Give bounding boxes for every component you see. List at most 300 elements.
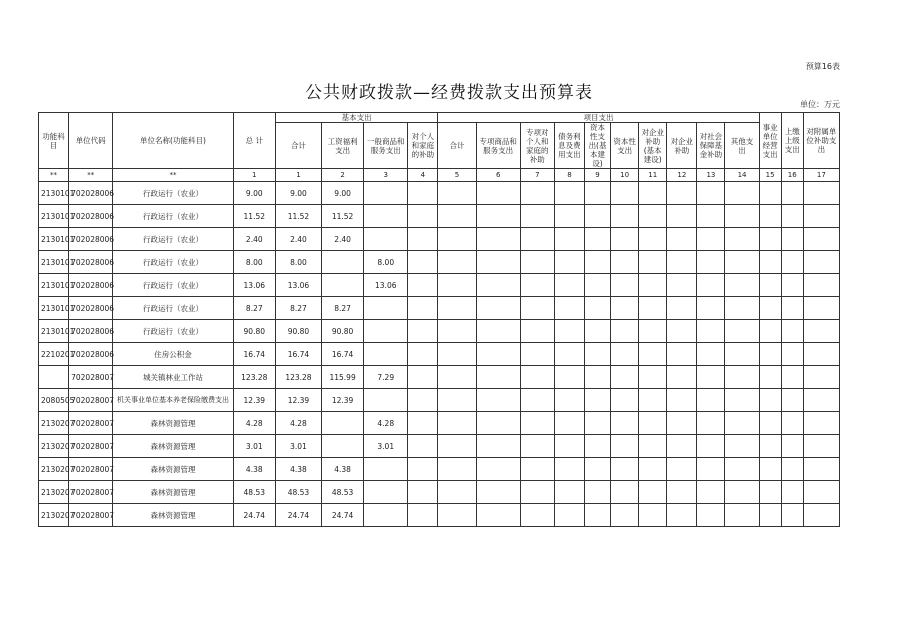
empty-cell [781,182,803,205]
empty-cell [781,274,803,297]
empty-cell [611,251,639,274]
empty-cell [476,481,520,504]
salary-cell [322,412,364,435]
empty-cell [725,504,759,527]
empty-cell [584,481,610,504]
table-row [39,251,840,274]
index-cell: 10 [611,169,639,182]
empty-cell [759,205,781,228]
goods-services-cell: 13.06 [364,274,408,297]
index-cell: 11 [639,169,667,182]
empty-cell [611,366,639,389]
empty-cell [759,504,781,527]
empty-cell [554,458,584,481]
empty-cell [584,320,610,343]
salary-cell: 11.52 [322,205,364,228]
empty-cell [759,251,781,274]
empty-cell [759,228,781,251]
empty-cell [697,297,725,320]
empty-cell [667,343,697,366]
empty-cell [476,412,520,435]
index-cell: 12 [667,169,697,182]
empty-cell [639,412,667,435]
goods-services-cell [364,228,408,251]
total-cell: 4.38 [233,458,275,481]
func-code-cell: 2130101 [39,182,69,205]
empty-cell [697,343,725,366]
empty-cell [584,228,610,251]
header-proj-sum: 合计 [438,123,476,169]
budget-table [38,112,840,527]
basic-sum-cell: 8.27 [275,297,321,320]
basic-sum-cell: 4.28 [275,412,321,435]
empty-cell [476,251,520,274]
empty-cell [584,412,610,435]
empty-cell [476,504,520,527]
empty-cell [759,274,781,297]
total-cell: 11.52 [233,205,275,228]
total-cell: 12.39 [233,389,275,412]
index-cell: 9 [584,169,610,182]
index-cell: 17 [803,169,839,182]
empty-cell [554,297,584,320]
empty-cell [438,435,476,458]
empty-cell [803,458,839,481]
unit-name-cell: 机关事业单位基本养老保险缴费支出 [113,389,233,412]
unit-name-cell: 行政运行（农业） [113,251,233,274]
empty-cell [476,228,520,251]
empty-cell [520,228,554,251]
func-code-cell: 2080505 [39,389,69,412]
func-code-cell: 2130207 [39,412,69,435]
empty-cell [725,205,759,228]
unit-name-cell: 行政运行（农业） [113,297,233,320]
goods-services-cell [364,320,408,343]
unit-code-cell: 702028006 [69,182,113,205]
unit-name-cell: 行政运行（农业） [113,320,233,343]
empty-cell [476,458,520,481]
total-cell: 3.01 [233,435,275,458]
unit-name-cell: 森林资源管理 [113,458,233,481]
header-other: 其他支出 [725,123,759,169]
basic-sum-cell: 4.38 [275,458,321,481]
empty-cell [438,504,476,527]
empty-cell [781,458,803,481]
empty-cell [520,366,554,389]
table-row [39,228,840,251]
empty-cell [667,389,697,412]
header-unit-code: 单位代码 [69,113,113,169]
empty-cell [438,343,476,366]
table-row [39,412,840,435]
basic-sum-cell: 90.80 [275,320,321,343]
empty-cell [476,182,520,205]
empty-cell [408,481,438,504]
page-title: 公共财政拨款—经费拨款支出预算表 [305,83,593,103]
empty-cell [781,481,803,504]
table-row [39,504,840,527]
empty-cell [759,297,781,320]
table-row [39,343,840,366]
index-cell: ** [39,169,69,182]
empty-cell [725,228,759,251]
unit-code-cell: 702028006 [69,228,113,251]
unit-code-cell: 702028006 [69,297,113,320]
empty-cell [781,343,803,366]
index-row [39,169,840,182]
empty-cell [781,389,803,412]
empty-cell [639,251,667,274]
empty-cell [697,481,725,504]
empty-cell [667,504,697,527]
goods-services-cell [364,481,408,504]
empty-cell [667,320,697,343]
empty-cell [438,389,476,412]
func-code-cell: 2130101 [39,228,69,251]
empty-cell [781,412,803,435]
total-cell: 48.53 [233,481,275,504]
empty-cell [667,297,697,320]
empty-cell [759,366,781,389]
empty-cell [697,412,725,435]
empty-cell [408,343,438,366]
empty-cell [667,251,697,274]
salary-cell: 115.99 [322,366,364,389]
table-row [39,274,840,297]
total-cell: 24.74 [233,504,275,527]
empty-cell [438,412,476,435]
header-enterprise-subsidy: 对企业补助 [667,123,697,169]
empty-cell [803,504,839,527]
unit-name-cell: 城关镇林业工作站 [113,366,233,389]
empty-cell [408,205,438,228]
empty-cell [697,366,725,389]
index-cell: ** [69,169,113,182]
goods-services-cell [364,389,408,412]
basic-sum-cell: 3.01 [275,435,321,458]
index-cell: 5 [438,169,476,182]
func-code-cell [39,366,69,389]
salary-cell: 4.38 [322,458,364,481]
empty-cell [803,343,839,366]
empty-cell [759,435,781,458]
func-code-cell: 2130207 [39,458,69,481]
unit-code-cell: 702028007 [69,458,113,481]
header-func-code: 功能科目 [39,113,69,169]
empty-cell [476,435,520,458]
empty-cell [476,366,520,389]
header-project-group: 项目支出 [438,113,759,123]
empty-cell [759,182,781,205]
basic-sum-cell: 11.52 [275,205,321,228]
total-cell: 8.27 [233,297,275,320]
empty-cell [667,228,697,251]
total-cell: 8.00 [233,251,275,274]
func-code-cell: 2130101 [39,297,69,320]
func-code-cell: 2210201 [39,343,69,366]
header-debt-interest: 债务利息及费用支出 [554,123,584,169]
salary-cell: 8.27 [322,297,364,320]
empty-cell [476,205,520,228]
empty-cell [639,274,667,297]
table-row [39,205,840,228]
empty-cell [520,412,554,435]
empty-cell [554,182,584,205]
empty-cell [408,251,438,274]
empty-cell [803,481,839,504]
table-row [39,366,840,389]
unit-name-cell: 行政运行（农业） [113,274,233,297]
empty-cell [781,504,803,527]
empty-cell [554,389,584,412]
empty-cell [520,297,554,320]
total-cell: 90.80 [233,320,275,343]
empty-cell [639,389,667,412]
empty-cell [408,228,438,251]
unit-name-cell: 行政运行（农业） [113,205,233,228]
empty-cell [639,297,667,320]
empty-cell [408,274,438,297]
empty-cell [725,435,759,458]
salary-cell: 16.74 [322,343,364,366]
empty-cell [438,205,476,228]
unit-code-cell: 702028007 [69,412,113,435]
goods-services-cell [364,343,408,366]
goods-services-cell: 3.01 [364,435,408,458]
total-cell: 16.74 [233,343,275,366]
header-capital-construction: 资本性支出(基本建设) [584,123,610,169]
salary-cell: 24.74 [322,504,364,527]
empty-cell [476,274,520,297]
empty-cell [725,274,759,297]
goods-services-cell: 8.00 [364,251,408,274]
empty-cell [520,205,554,228]
empty-cell [725,458,759,481]
empty-cell [781,205,803,228]
empty-cell [803,205,839,228]
empty-cell [438,297,476,320]
empty-cell [803,297,839,320]
unit-code-cell: 702028007 [69,504,113,527]
func-code-cell: 2130101 [39,274,69,297]
salary-cell: 12.39 [322,389,364,412]
empty-cell [803,182,839,205]
salary-cell [322,251,364,274]
empty-cell [584,274,610,297]
empty-cell [584,182,610,205]
empty-cell [639,504,667,527]
empty-cell [725,297,759,320]
empty-cell [667,435,697,458]
unit-code-cell: 702028006 [69,343,113,366]
empty-cell [611,435,639,458]
salary-cell: 90.80 [322,320,364,343]
table-body [39,169,840,527]
unit-code-cell: 702028007 [69,366,113,389]
header-turnover: 上缴上级支出 [781,113,803,169]
func-code-cell: 2130207 [39,481,69,504]
empty-cell [438,251,476,274]
empty-cell [759,458,781,481]
unit-code-cell: 702028006 [69,320,113,343]
empty-cell [759,389,781,412]
empty-cell [476,343,520,366]
index-cell: 6 [476,169,520,182]
empty-cell [639,435,667,458]
empty-cell [781,320,803,343]
table-row [39,320,840,343]
table-row [39,435,840,458]
empty-cell [408,297,438,320]
basic-sum-cell: 9.00 [275,182,321,205]
empty-cell [667,205,697,228]
goods-services-cell [364,458,408,481]
total-cell: 2.40 [233,228,275,251]
empty-cell [725,343,759,366]
table-row [39,389,840,412]
empty-cell [476,297,520,320]
empty-cell [639,458,667,481]
index-cell: 15 [759,169,781,182]
header-basic-sum: 合计 [275,123,321,169]
table-row [39,297,840,320]
empty-cell [611,389,639,412]
empty-cell [725,389,759,412]
index-cell: 7 [520,169,554,182]
empty-cell [803,251,839,274]
empty-cell [554,481,584,504]
empty-cell [554,504,584,527]
index-cell: 4 [408,169,438,182]
unit-code-cell: 702028006 [69,251,113,274]
empty-cell [667,274,697,297]
table-row [39,458,840,481]
empty-cell [520,251,554,274]
empty-cell [438,320,476,343]
empty-cell [554,274,584,297]
empty-cell [781,435,803,458]
header-total: 总 计 [233,113,275,169]
empty-cell [759,412,781,435]
total-cell: 9.00 [233,182,275,205]
empty-cell [725,481,759,504]
unit-name-cell: 住房公积金 [113,343,233,366]
empty-cell [408,389,438,412]
empty-cell [438,274,476,297]
header-basic-group: 基本支出 [275,113,438,123]
empty-cell [520,458,554,481]
unit-name-cell: 森林资源管理 [113,504,233,527]
func-code-cell: 2130101 [39,320,69,343]
empty-cell [520,389,554,412]
empty-cell [697,251,725,274]
empty-cell [781,366,803,389]
basic-sum-cell: 12.39 [275,389,321,412]
func-code-cell: 2130207 [39,504,69,527]
empty-cell [520,343,554,366]
empty-cell [438,481,476,504]
goods-services-cell: 7.29 [364,366,408,389]
empty-cell [803,228,839,251]
salary-cell [322,274,364,297]
index-cell: 16 [781,169,803,182]
basic-sum-cell: 16.74 [275,343,321,366]
empty-cell [584,435,610,458]
empty-cell [611,320,639,343]
empty-cell [639,481,667,504]
index-cell: 1 [275,169,321,182]
index-cell: 13 [697,169,725,182]
salary-cell: 2.40 [322,228,364,251]
table-row [39,182,840,205]
func-code-cell: 2130207 [39,435,69,458]
empty-cell [520,274,554,297]
salary-cell: 9.00 [322,182,364,205]
empty-cell [611,458,639,481]
header-row-group [39,113,840,123]
empty-cell [667,366,697,389]
goods-services-cell [364,205,408,228]
salary-cell [322,435,364,458]
empty-cell [584,366,610,389]
unit-name-cell: 行政运行（农业） [113,228,233,251]
empty-cell [438,458,476,481]
empty-cell [759,320,781,343]
empty-cell [520,481,554,504]
empty-cell [639,320,667,343]
empty-cell [639,366,667,389]
empty-cell [554,205,584,228]
basic-sum-cell: 8.00 [275,251,321,274]
empty-cell [697,389,725,412]
unit-name-cell: 行政运行（农业） [113,182,233,205]
salary-cell: 48.53 [322,481,364,504]
empty-cell [584,504,610,527]
empty-cell [584,389,610,412]
empty-cell [697,458,725,481]
empty-cell [697,274,725,297]
empty-cell [408,320,438,343]
func-code-cell: 2130101 [39,251,69,274]
empty-cell [697,182,725,205]
empty-cell [803,412,839,435]
empty-cell [803,389,839,412]
empty-cell [803,274,839,297]
empty-cell [584,251,610,274]
empty-cell [584,297,610,320]
empty-cell [781,228,803,251]
empty-cell [408,366,438,389]
basic-sum-cell: 13.06 [275,274,321,297]
header-social-security: 对社会保障基金补助 [697,123,725,169]
empty-cell [554,320,584,343]
basic-sum-cell: 2.40 [275,228,321,251]
empty-cell [781,297,803,320]
empty-cell [725,320,759,343]
empty-cell [611,481,639,504]
empty-cell [697,435,725,458]
empty-cell [408,182,438,205]
index-cell: 8 [554,169,584,182]
empty-cell [584,458,610,481]
header-personal-subsidy: 对个人和家庭的补助 [408,123,438,169]
empty-cell [667,182,697,205]
empty-cell [438,182,476,205]
empty-cell [554,435,584,458]
goods-services-cell [364,297,408,320]
basic-sum-cell: 123.28 [275,366,321,389]
empty-cell [697,504,725,527]
